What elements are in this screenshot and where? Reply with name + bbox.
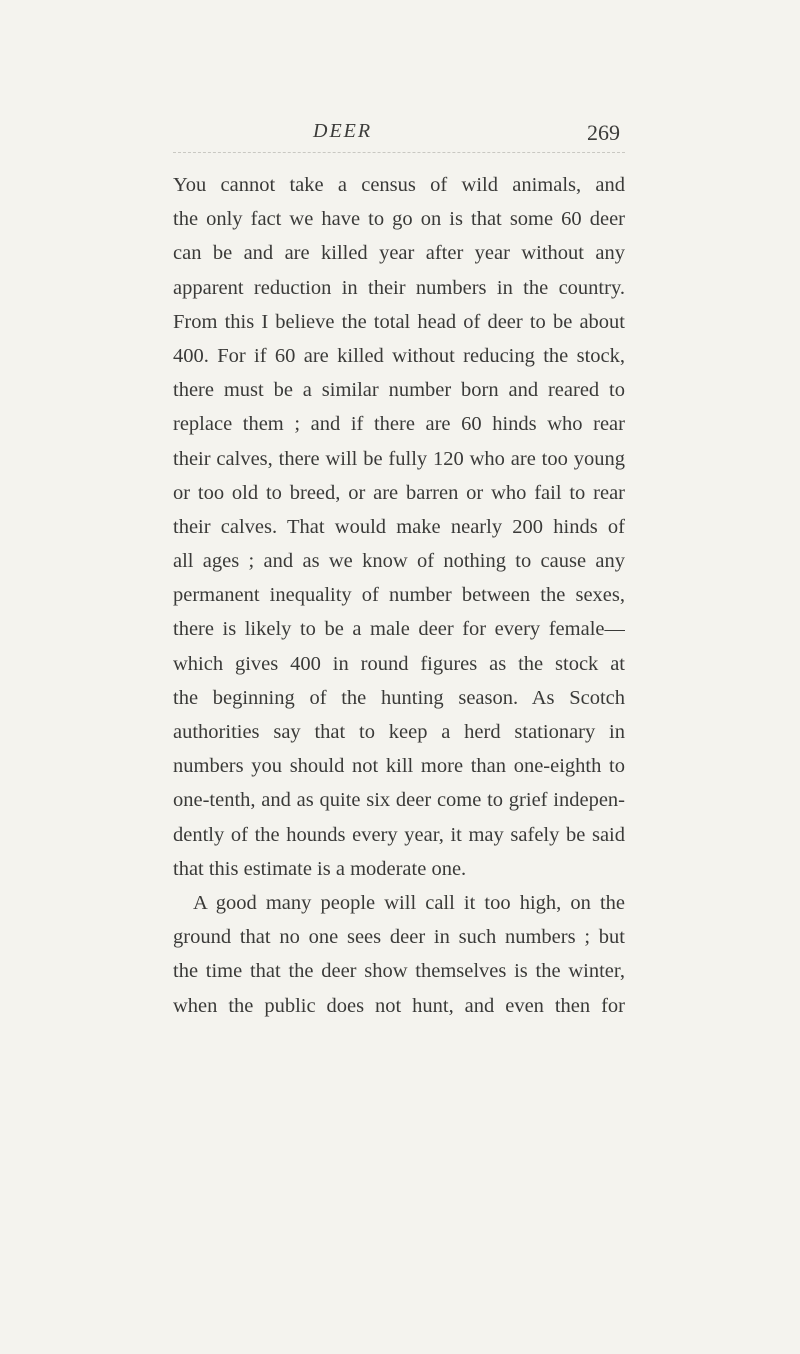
text-line: there must be a similar number born and reared to [173,379,625,402]
text-line: when the public does not hunt, and even then for [173,994,625,1017]
text-line: the only fact we have to go on is that some 60 deer [173,208,625,231]
text-line: authorities say that to keep a herd stationary in [173,721,625,743]
header-rule [173,152,625,153]
text-line: their calves, there will be fully 120 who are too young [173,447,625,470]
text-line: which gives 400 in round figures as the stock at [173,652,625,675]
text-line: From this I believe the total head of deer to be about [173,310,625,333]
text-line: numbers you should not kill more than one-eighth to [173,755,625,778]
text-line: permanent inequality of number between the sexes, [173,584,625,607]
text-line: 400. For if 60 are killed without reducing the stock, [173,344,625,367]
text-line: You cannot take a census of wild animals, and [173,174,625,196]
text-line: A good many people will call it too high, on the [193,891,625,914]
text-line: ground that no one sees deer in such numbers ; but [173,926,625,949]
text-line: all ages ; and as we know of nothing to cause any [173,550,625,573]
text-line: one-tenth, and as quite six deer come to grief indepen- [173,789,625,812]
text-line: the beginning of the hunting season. As Scotch [173,686,625,709]
text-line: or too old to breed, or are barren or who fail to rear [173,481,625,504]
text-line: can be and are killed year after year without any [173,242,625,265]
text-line: their calves. That would make nearly 200 hinds of [173,515,625,538]
text-line: that this estimate is a moderate one. [173,857,467,880]
text-line: there is likely to be a male deer for every female— [173,618,625,641]
text-line: dently of the hounds every year, it may safely be said [173,823,625,846]
body-text [173,168,625,1023]
running-title: DEER [313,120,373,142]
text-line: apparent reduction in their numbers in the country. [173,276,625,299]
running-head [0,120,800,150]
text-line: the time that the deer show themselves is the winter, [173,960,625,983]
page-number: 269 [587,120,620,145]
text-line: replace them ; and if there are 60 hinds who rear [173,413,625,436]
